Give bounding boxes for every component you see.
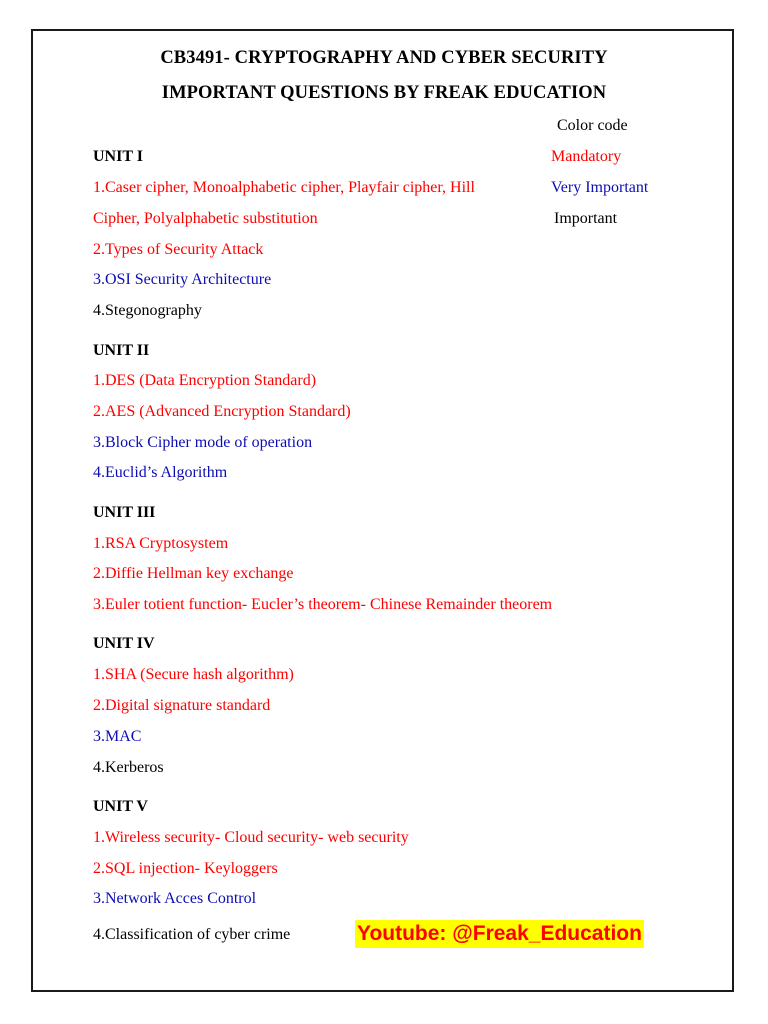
question-item: 2.SQL injection- Keyloggers [93, 860, 278, 877]
unit-heading: UNIT II [93, 342, 150, 359]
question-item: 3.OSI Security Architecture [93, 271, 272, 288]
unit-heading: UNIT III [93, 504, 156, 521]
legend-very-important: Very Important [551, 179, 649, 196]
question-item: 1.RSA Cryptosystem [93, 535, 229, 552]
unit-heading: UNIT IV [93, 635, 155, 652]
question-item: 4.Stegonography [93, 302, 202, 319]
question-item: 4.Euclid’s Algorithm [93, 464, 228, 481]
question-item: 4.Kerberos [93, 759, 164, 776]
question-item: 3.Network Acces Control [93, 890, 257, 907]
question-item: Cipher, Polyalphabetic substitution [93, 210, 318, 227]
question-item: 3.Euler totient function- Eucler’s theorem- Chinese Remainder theorem [93, 596, 553, 613]
color-code-heading: Color code [557, 117, 628, 134]
legend-mandatory: Mandatory [551, 148, 622, 165]
legend-important: Important [554, 210, 618, 227]
question-item: 3.Block Cipher mode of operation [93, 434, 313, 451]
question-item: 2.Digital signature standard [93, 697, 271, 714]
question-item: 2.Types of Security Attack [93, 241, 264, 258]
document-subtitle: IMPORTANT QUESTIONS BY FREAK EDUCATION [161, 83, 607, 103]
question-item: 3.MAC [93, 728, 142, 745]
unit-heading: UNIT I [93, 148, 143, 165]
youtube-channel-banner: Youtube: @Freak_Education [355, 920, 644, 948]
question-item: 1.SHA (Secure hash algorithm) [93, 666, 294, 683]
document-title: CB3491- CRYPTOGRAPHY AND CYBER SECURITY [160, 48, 608, 68]
unit-heading: UNIT V [93, 798, 148, 815]
question-item: 1.Caser cipher, Monoalphabetic cipher, Playfair cipher, Hill [93, 179, 475, 196]
question-item: 2.AES (Advanced Encryption Standard) [93, 403, 351, 420]
question-item: 4.Classification of cyber crime [93, 926, 291, 943]
question-item: 1.Wireless security- Cloud security- web security [93, 829, 409, 846]
question-item: 1.DES (Data Encryption Standard) [93, 372, 317, 389]
question-item: 2.Diffie Hellman key exchange [93, 565, 294, 582]
